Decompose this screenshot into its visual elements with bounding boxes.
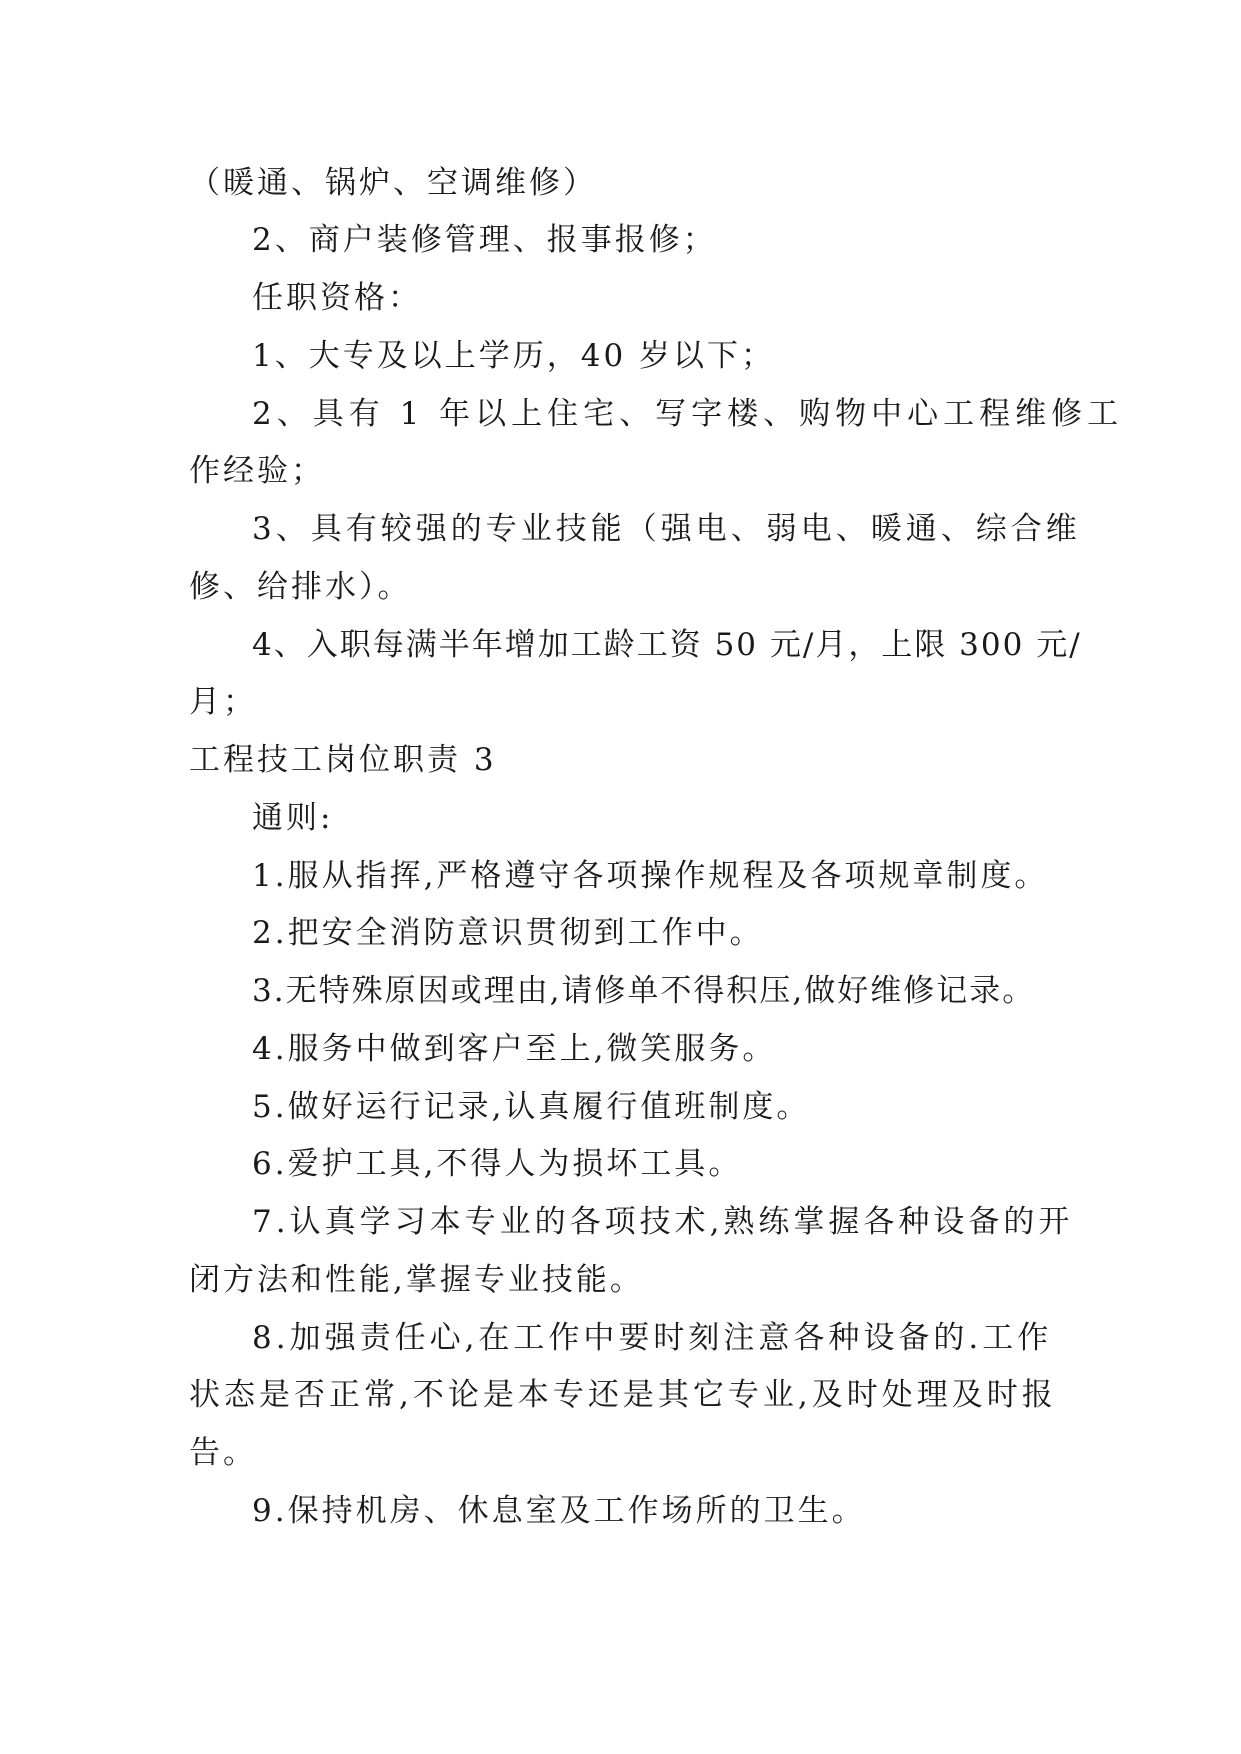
text-line: 闭方法和性能,掌握专业技能。 (189, 1262, 644, 1298)
list-item: 9.保持机房、休息室及工作场所的卫生。 (252, 1493, 866, 1529)
section-heading: 任职资格： (252, 280, 422, 316)
section-heading: 通则: (252, 800, 334, 836)
text-line: 2、商户装修管理、报事报修； (252, 222, 717, 258)
text-line: 2、具有 1 年以上住宅、写字楼、购物中心工程维修工 (252, 396, 1124, 432)
text-line: 告。 (189, 1435, 257, 1471)
list-item: 6.爱护工具,不得人为损坏工具。 (252, 1146, 743, 1182)
list-item: 2.把安全消防意识贯彻到工作中。 (252, 915, 764, 951)
list-item: 7.认真学习本专业的各项技术,熟练掌握各种设备的开 (252, 1204, 1074, 1240)
text-line: 1、大专及以上学历，40 岁以下； (252, 338, 776, 374)
text-line: 月； (189, 684, 257, 720)
text-line: 4、入职每满半年增加工龄工资 50 元/月，上限 300 元/ (252, 627, 1082, 663)
list-item: 5.做好运行记录,认真履行值班制度。 (252, 1089, 811, 1125)
text-line: 状态是否正常,不论是本专还是其它专业,及时处理及时报 (189, 1377, 1057, 1413)
text-line: 作经验； (189, 453, 325, 489)
text-line: （暖通、锅炉、空调维修） (189, 165, 597, 201)
list-item: 1.服从指挥,严格遵守各项操作规程及各项规章制度。 (252, 858, 1049, 894)
list-item: 8.加强责任心,在工作中要时刻注意各种设备的.工作 (252, 1320, 1053, 1356)
list-item: 4.服务中做到客户至上,微笑服务。 (252, 1031, 777, 1067)
text-line: 修、给排水）。 (189, 569, 412, 605)
text-line: 3、具有较强的专业技能（强电、弱电、暖通、综合维 (252, 511, 1081, 547)
list-item: 3.无特殊原因或理由,请修单不得积压,做好维修记录。 (252, 973, 1036, 1009)
section-title: 工程技工岗位职责 3 (189, 742, 497, 778)
